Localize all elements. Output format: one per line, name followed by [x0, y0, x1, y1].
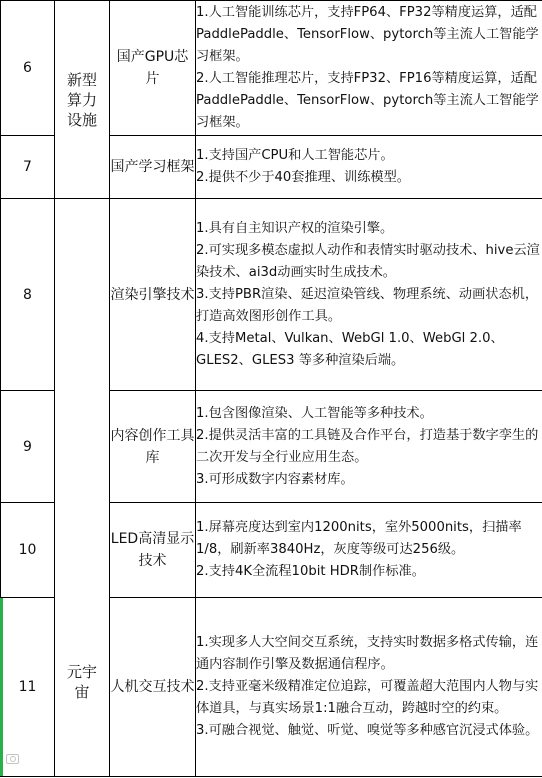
description-line: 2.提供灵活丰富的工具链及合作平台，打造基于数字孪生的二次开发与全行业应用生态。 [196, 427, 539, 465]
description-line: 4.支持Metal、Vulkan、WebGl 1.0、WebGl 2.0、GLES2、GLES3 等多种渲染后端。 [196, 330, 504, 368]
description-line: 1.具有自主知识产权的渲染引擎。 [196, 220, 394, 236]
camera-icon [6, 754, 19, 764]
watermark [6, 754, 19, 764]
description-line: 2.可实现多模态虚拟人动作和表情实时驱动技术、hive云渲染技术、ai3d动画实时生成技术。 [196, 242, 540, 280]
description-line: 3.支持PBR渲染、延迟渲染管线、物理系统、动画状态机，打造高效图形创作工具。 [196, 286, 539, 324]
item-name: 国产GPU芯片 [110, 1, 196, 136]
item-name: 内容创作工具库 [110, 391, 196, 503]
item-description [196, 199, 542, 391]
description-line: 1.实现多人大空间交互系统，支持实时数据多格式传输，连通内容制作引擎及数据通信程序。 [196, 635, 539, 672]
row-number: 10 [1, 503, 55, 598]
table-row [1, 199, 542, 391]
row-number: 9 [1, 391, 55, 503]
description-line: 2.支持4K全流程10bit HDR制作标准。 [196, 564, 425, 579]
item-name: 人机交互技术 [110, 598, 196, 777]
item-name: LED高清显示技术 [110, 503, 196, 598]
description-line: 2.支持亚毫米级精准定位追踪，可覆盖超大范围内人物与实体道具，与真实场景1:1融合互动，跨越时空的约束。 [196, 679, 539, 716]
item-description [196, 391, 542, 503]
row-number: 6 [1, 1, 55, 136]
description-line: 1.人工智能训练芯片，支持FP64、FP32等精度运算，适配PaddlePaddle、TensorFlow、pytorch等主流人工智能学习框架。 [196, 5, 539, 64]
description-line: 2.人工智能推理芯片，支持FP32、FP16等精度运算，适配PaddlePaddle、TensorFlow、pytorch等主流人工智能学习框架。 [196, 71, 539, 130]
item-description [196, 503, 542, 598]
row-number: 8 [1, 199, 55, 391]
category-new-compute: 新型算力设施 [55, 1, 110, 199]
description-line: 1.支持国产CPU和人工智能芯片。 [196, 148, 394, 163]
accent-bar [0, 598, 3, 776]
item-description [196, 136, 542, 199]
category-metaverse: 元宇宙 [55, 199, 110, 777]
description-line: 3.可形成数字内容素材库。 [196, 471, 354, 487]
table-row [1, 1, 542, 136]
item-name: 渲染引擎技术 [110, 199, 196, 391]
item-description [196, 1, 542, 136]
row-number: 7 [1, 136, 55, 199]
description-line: 3.可融合视觉、触觉、听觉、嗅觉等多种感官沉浸式体验。 [196, 723, 539, 738]
item-description [196, 598, 542, 777]
description-line: 1.包含图像渲染、人工智能等多种技术。 [196, 405, 433, 421]
description-line: 2.提供不少于40套推理、训练模型。 [196, 170, 410, 185]
row-number: 11 [1, 598, 55, 777]
item-name: 国产学习框架 [110, 136, 196, 199]
description-line: 1.屏幕亮度达到室内1200nits，室外5000nits，扫描率1/8，刷新率3840Hz，灰度等级可达256级。 [196, 520, 522, 557]
